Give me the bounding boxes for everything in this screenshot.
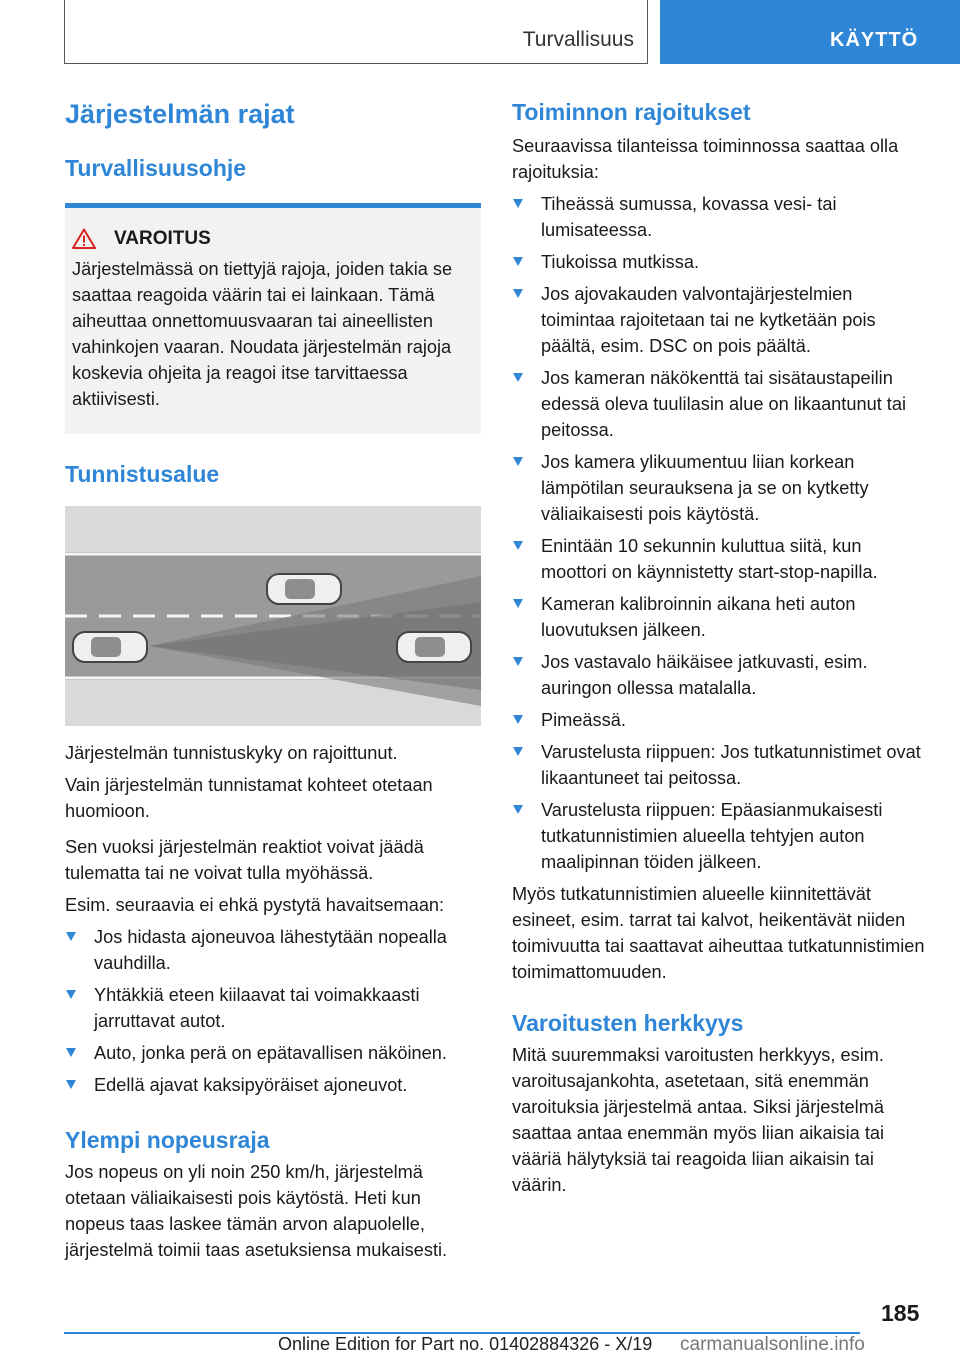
header-chapter-tab: KÄYTTÖ	[660, 0, 960, 64]
bullet-triangle-icon	[513, 373, 523, 382]
bullet-triangle-icon	[66, 1048, 76, 1057]
detection-para-2: Vain järjestelmän tunnistamat kohteet otetaan huomioon.	[65, 775, 433, 822]
road-detection-drawing	[65, 506, 481, 726]
bullet-triangle-icon	[513, 541, 523, 550]
warning-box	[65, 203, 481, 434]
detection-para-4: Esim. seuraavia ei ehkä pystytä havaitsemaan:	[65, 895, 445, 916]
bullet-triangle-icon	[513, 199, 523, 208]
list-item: Jos kameran näkökenttä tai sisätaustapeilin edessä oleva tuulilasin alue on likaantunut tai peitossa.	[512, 365, 926, 443]
speed-limit-heading: Ylempi nopeusraja	[65, 1127, 270, 1154]
function-limits-outro: Myös tutkatunnistimien alueelle kiinnitettävät esineet, esim. tarrat tai kalvot, heikentävät niiden toimivuutta tai saattavat aiheuttaa tutkatunnistimien toimimattomuuden.	[512, 883, 925, 982]
page-title: Järjestelmän rajat	[65, 99, 295, 129]
car-icon	[267, 574, 341, 604]
list-item: Enintään 10 sekunnin kuluttua siitä, kun moottori on käynnistetty start-stop-napilla.	[512, 533, 926, 585]
left-column	[65, 98, 481, 1263]
function-limits-intro: Seuraavissa tilanteissa toiminnossa saattaa olla rajoituksia:	[512, 135, 899, 182]
bullet-triangle-icon	[513, 747, 523, 756]
list-item: Tiukoissa mutkissa.	[512, 249, 926, 275]
bullet-triangle-icon	[66, 1080, 76, 1089]
bullet-triangle-icon	[513, 715, 523, 724]
list-item: Tiheässä sumussa, kovassa vesi- tai lumisateessa.	[512, 191, 926, 243]
bullet-triangle-icon	[513, 257, 523, 266]
list-item: Jos kamera ylikuumentuu liian korkean lämpötilan seurauksena ja se on kytketty väliaikaisesti pois käytöstä.	[512, 449, 926, 527]
warning-sensitivity-text: Mitä suuremmaksi varoitusten herkkyys, esim. varoitusajankohta, asetetaan, sitä enemmän varoituksia järjestelmä antaa. Siksi järjestelmä saattaa antaa enemmän myös liian aikaisia tai vääriä hälytyksiä tai reagoida liian aikaisin tai väärin.	[512, 1044, 885, 1195]
detection-para-1: Järjestelmän tunnistuskyky on rajoittunut.	[65, 743, 398, 764]
warning-sensitivity-heading: Varoitusten herkkyys	[512, 1009, 744, 1036]
list-item: Varustelusta riippuen: Epäasianmukaisesti tutkatunnistimien alueella tehtyjen auton maalipinnan töiden jälkeen.	[512, 797, 926, 875]
footer-edition: Online Edition for Part no. 01402884326 - X/19	[278, 1334, 653, 1354]
warning-header	[72, 228, 473, 250]
function-limits-heading: Toiminnon rajoitukset	[512, 99, 751, 125]
bullet-triangle-icon	[66, 932, 76, 941]
list-item: Yhtäkkiä eteen kiilaavat tai voimakkaasti jarruttavat autot.	[65, 982, 481, 1034]
list-item: Jos hidasta ajoneuvoa lähestytään nopealla vauhdilla.	[65, 924, 481, 976]
detection-area-illustration	[65, 506, 481, 726]
bullet-triangle-icon	[513, 289, 523, 298]
list-item: Varustelusta riippuen: Jos tutkatunnistimet ovat likaantuneet tai peitossa.	[512, 739, 926, 791]
car-icon	[73, 632, 147, 662]
warning-triangle-icon	[72, 228, 96, 249]
list-item: Edellä ajavat kaksipyöräiset ajoneuvot.	[65, 1072, 481, 1098]
warning-title: VAROITUS	[114, 227, 211, 249]
page-number: 185	[881, 1300, 920, 1326]
list-item: Jos vastavalo häikäisee jatkuvasti, esim. auringon ollessa matalalla.	[512, 649, 926, 701]
detection-para-3: Sen vuoksi järjestelmän reaktiot voivat jäädä tulematta tai ne voivat tulla myöhässä.	[65, 837, 424, 884]
function-limits-list	[512, 191, 926, 875]
bullet-triangle-icon	[513, 805, 523, 814]
detection-heading: Tunnistusalue	[65, 460, 220, 487]
list-item: Jos ajovakauden valvontajärjestelmien toimintaa rajoitetaan tai ne kytketään pois päältä, esim. DSC on pois päältä.	[512, 281, 926, 359]
right-column	[512, 98, 926, 1198]
list-item: Kameran kalibroinnin aikana heti auton luovutuksen jälkeen.	[512, 591, 926, 643]
undetected-list	[65, 924, 481, 1098]
list-item: Pimeässä.	[512, 707, 926, 733]
warning-text: Järjestelmässä on tiettyjä rajoja, joiden takia se saattaa reagoida väärin tai ei lainkaan. Tämä aiheuttaa onnettomuusvaaran tai aineellisten vahinkojen vaaran. Noudata järjestelmän rajoja koskevia ohjeita ja reagoi itse tarvittaessa aktiivisesti.	[72, 258, 453, 409]
bullet-triangle-icon	[513, 457, 523, 466]
car-icon	[397, 632, 471, 662]
header-section-title: Turvallisuus	[522, 28, 634, 51]
speed-limit-text: Jos nopeus on yli noin 250 km/h, järjestelmä otetaan väliaikaisesti pois käytöstä. Heti kun nopeus taas laskee tämän arvon alapuolelle, järjestelmä toimii taas asetuksiensa mukaisesti.	[65, 1162, 448, 1260]
bullet-triangle-icon	[513, 657, 523, 666]
bullet-triangle-icon	[66, 990, 76, 999]
bullet-triangle-icon	[513, 599, 523, 608]
safety-heading: Turvallisuusohje	[65, 154, 247, 181]
list-item: Auto, jonka perä on epätavallisen näköinen.	[65, 1040, 481, 1066]
footer-watermark: carmanualsonline.info	[680, 1334, 865, 1355]
